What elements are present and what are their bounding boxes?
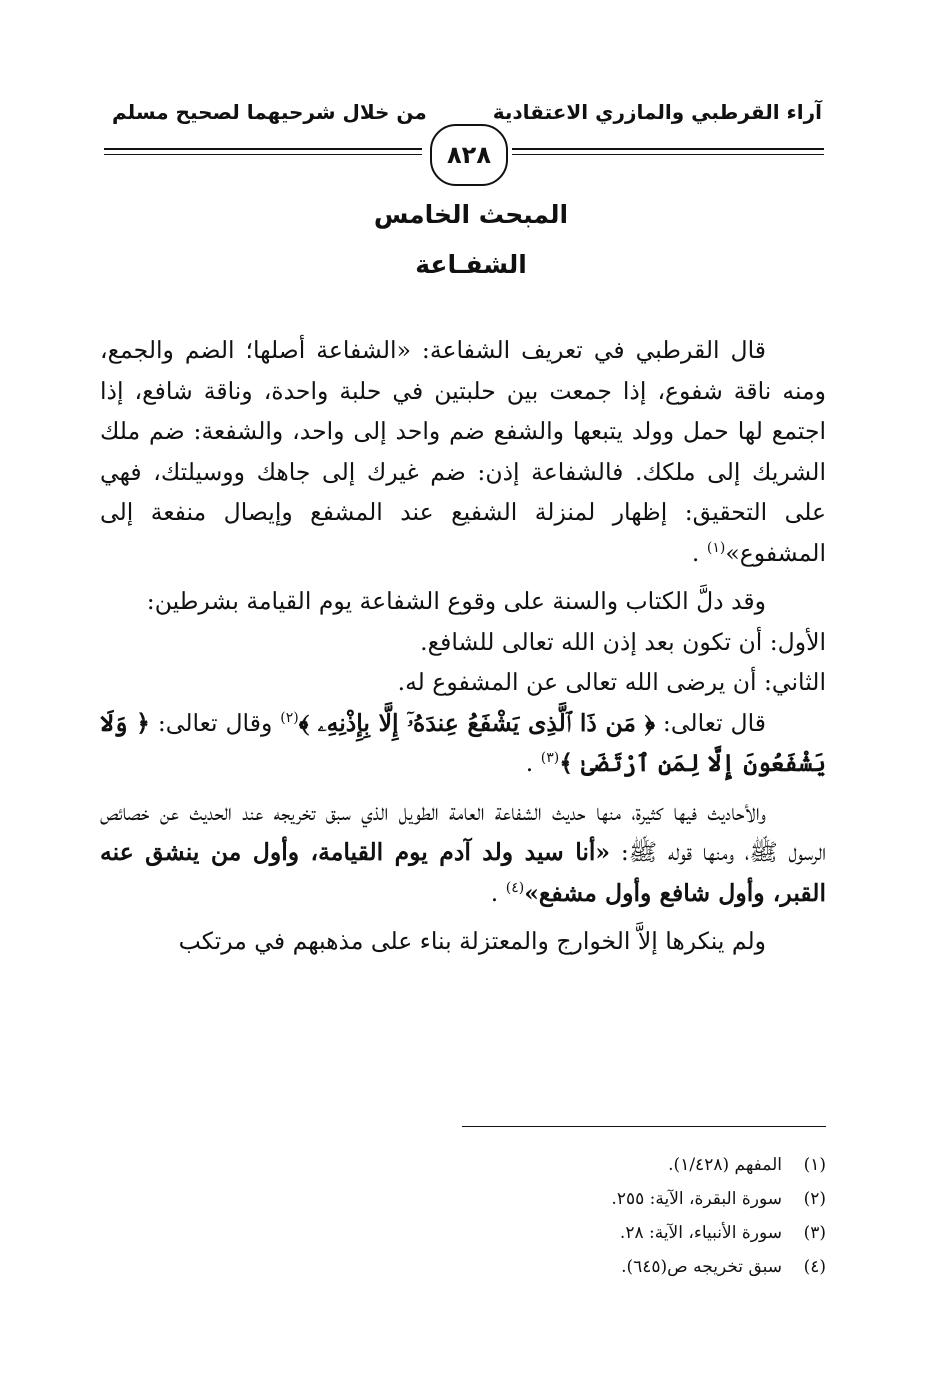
section-title: المبحث الخامس: [373, 200, 569, 229]
header-rule-left-thick: [104, 148, 422, 150]
main-text: [100, 330, 826, 970]
paragraph-conditions: وقد دلَّ الكتاب والسنة على وقوع الشفاعة يوم القيامة بشرطين:: [146, 587, 766, 615]
verse-anbiya: ﴿ وَلَا يَشْفَعُونَ إِلَّا لِمَنِ ٱرْتَضَىٰ ﴾: [100, 708, 826, 777]
footnote-ref-1: (١): [706, 539, 726, 556]
footnote-item: (١)المفهم (١/٤٢٨).: [668, 1155, 826, 1175]
verse-baqarah: ﴿ مَن ذَا ٱلَّذِى يَشْفَعُ عِندَهُۥٓ إِلَّا بِإِذْنِهِۦ ﴾: [298, 708, 655, 737]
paragraph-deniers: ولم ينكرها إلاَّ الخوارج والمعتزلة بناء على مذهبهم في مرتكب: [178, 927, 766, 955]
header-rule-right-thin: [512, 154, 824, 155]
footnote-item: (٣)سورة الأنبياء، الآية: ٢٨.: [619, 1223, 826, 1243]
hadith-quote: «أنا سيد ولد آدم يوم القيامة، وأول من ينشق عنه القبر، وأول شافع وأول مشفع»: [100, 838, 826, 907]
paragraph-hadith: والأحاديث فيها كثيرة، منها حديث الشفاعة العامة الطويل الذي سبق تخريجه عند الحديث عن خصائص الرسول ﷺ، ومنها قوله ﷺ: «أنا سيد ولد آدم يوم القيامة، وأول من ينشق عنه القبر، وأول شافع وأول مشفع»$^{(٤)}$ .: [100, 797, 826, 907]
condition-first: الأول: أن تكون بعد إذن الله تعالى للشافع.: [420, 627, 826, 656]
footnote-ref-2: (٢): [280, 709, 299, 726]
footnote-ref-4: (٤): [505, 879, 525, 896]
condition-second: الثاني: أن يرضى الله تعالى عن المشفوع له.: [397, 668, 826, 696]
footnotes: [611, 1148, 826, 1284]
running-header-title: آراء القرطبي والمازري الاعتقادية: [492, 100, 822, 124]
header-rule-left-thin: [104, 154, 422, 155]
page-number-badge: [430, 124, 508, 186]
footnote-separator: [462, 1126, 826, 1127]
footnote-item: (٢)سورة البقرة، الآية: ٢٥٥.: [611, 1189, 826, 1209]
paragraph-definition: قال القرطبي في تعريف الشفاعة: «الشفاعة أصلها؛ الضم والجمع، ومنه ناقة شفوع، إذا جمعت بين حلبتين في حلبة واحدة، وناقة شافع، إذا اجتمع لها حمل وولد يتبعها والشفع ضم واحد إلى واحد، والشفعة: ضم ملك الشريك إلى ملكك. فالشفاعة إذن: ضم غيرك إلى جاهك ووسيلتك، فهي على التحقيق: إظهار لمنزلة الشفيع عند المشفع وإيصال منفعة إلى المشفوع»$^{(١)}$ .: [100, 336, 826, 567]
header-rule-right-thick: [512, 148, 824, 150]
page-number: ٨٢٨: [447, 141, 491, 169]
paragraph-verses: قال تعالى: ﴿ مَن ذَا ٱلَّذِى يَشْفَعُ عِندَهُۥٓ إِلَّا بِإِذْنِهِۦ ﴾$^{(٢)}$ وقال تعالى: ﴿ وَلَا يَشْفَعُونَ إِلَّا لِمَنِ ٱرْتَضَىٰ ﴾$^{(٣)}$ .: [100, 708, 826, 777]
footnote-item: (٤)سبق تخريجه ص(٦٤٥).: [621, 1257, 826, 1277]
running-header-subtitle: من خلال شرحيهما لصحيح مسلم: [112, 100, 427, 124]
section-subtitle: الشفـاعة: [415, 250, 527, 279]
footnote-ref-3: (٣): [540, 750, 560, 767]
